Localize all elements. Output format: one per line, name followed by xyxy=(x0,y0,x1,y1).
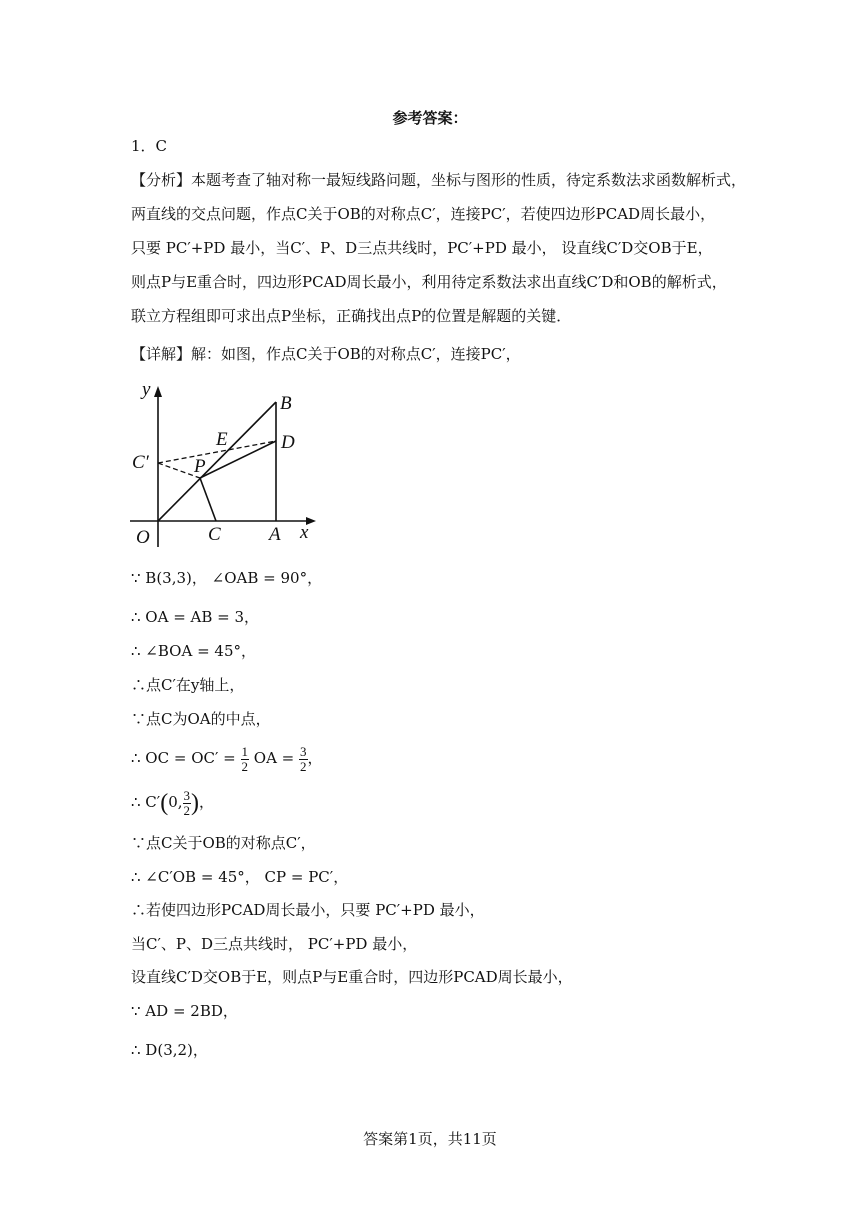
frac-num: 3 xyxy=(183,787,191,803)
step-4: ∴点C′在y轴上， xyxy=(131,676,245,694)
step-5: ∵点C为OA的中点， xyxy=(131,710,271,728)
frac-den: 2 xyxy=(241,758,248,774)
step-6-prefix: ∴ OC = OC′ = xyxy=(131,749,236,767)
step-13: ∵ AD = 2BD， xyxy=(131,1002,238,1020)
label-Cprime: C′ xyxy=(132,452,149,473)
page-footer: 答案第1页，共11页 xyxy=(363,1130,497,1148)
frac-num: 1 xyxy=(241,743,248,759)
step-11: 当C′、P、D三点共线时， PC′+PD 最小， xyxy=(131,935,418,953)
analysis-line-5: 联立方程组即可求出点P坐标，正确找出点P的位置是解题的关键． xyxy=(131,307,572,325)
label-E: E xyxy=(216,429,228,450)
step-7-inner: 0, xyxy=(168,793,183,811)
detail-intro: 【详解】解：如图，作点C关于OB的对称点C′，连接PC′， xyxy=(131,345,521,363)
step-9: ∴ ∠C′OB = 45°， CP = PC′， xyxy=(131,868,349,886)
fraction-three-halves xyxy=(183,789,192,818)
frac-den: 2 xyxy=(300,758,307,774)
step-7-prefix: ∴ C′ xyxy=(131,793,161,811)
segment-OB xyxy=(158,402,276,521)
step-8: ∵点C关于OB的对称点C′， xyxy=(131,834,316,852)
frac-num: 3 xyxy=(300,743,307,759)
step-10: ∴若使四边形PCAD周长最小，只要 PC′+PD 最小， xyxy=(131,901,485,919)
label-O: O xyxy=(136,527,150,548)
label-C: C xyxy=(208,524,221,545)
step-6-suffix: ， xyxy=(307,749,323,767)
label-D: D xyxy=(281,432,295,453)
step-6-mid: OA = xyxy=(253,749,295,767)
step-12: 设直线C′D交OB于E，则点P与E重合时，四边形PCAD周长最小， xyxy=(131,968,573,986)
geometry-figure xyxy=(128,375,328,550)
fraction-three-halves xyxy=(299,745,308,774)
step-7 xyxy=(131,782,214,823)
question-number: 1．C xyxy=(131,137,168,155)
step-6 xyxy=(131,741,323,775)
step-14: ∴ D(3,2)， xyxy=(131,1041,208,1059)
label-x: x xyxy=(300,522,309,543)
label-B: B xyxy=(280,393,292,414)
step-3: ∴ ∠BOA = 45°， xyxy=(131,642,257,660)
segment-PC xyxy=(200,478,216,521)
analysis-line-4: 则点P与E重合时，四边形PCAD周长最小，利用待定系数法求出直线C′D和OB的解析式， xyxy=(131,273,727,291)
frac-den: 2 xyxy=(183,802,191,818)
label-A: A xyxy=(269,524,281,545)
fraction-one-half xyxy=(241,745,250,774)
analysis-line-3: 只要 PC′+PD 最小，当C′、P、D三点共线时，PC′+PD 最小， 设直线C′D交OB于E， xyxy=(131,239,713,257)
right-paren: ) xyxy=(191,790,200,816)
step-1: ∵ B(3,3)， ∠OAB = 90°， xyxy=(131,569,323,587)
analysis-line-1: 【分析】本题考查了轴对称一最短线路问题，坐标与图形的性质，待定系数法求函数解析式， xyxy=(131,171,747,189)
step-2: ∴ OA = AB = 3， xyxy=(131,608,260,626)
label-P: P xyxy=(194,456,206,477)
label-y: y xyxy=(142,379,151,400)
segment-PD xyxy=(200,441,276,478)
page-title: 参考答案： xyxy=(392,109,468,127)
analysis-line-2: 两直线的交点问题，作点C关于OB的对称点C′，连接PC′，若使四边形PCAD周长最小， xyxy=(131,205,716,223)
y-arrow-icon xyxy=(154,386,162,397)
left-paren: ( xyxy=(160,790,169,816)
step-7-suffix: ， xyxy=(199,793,215,811)
